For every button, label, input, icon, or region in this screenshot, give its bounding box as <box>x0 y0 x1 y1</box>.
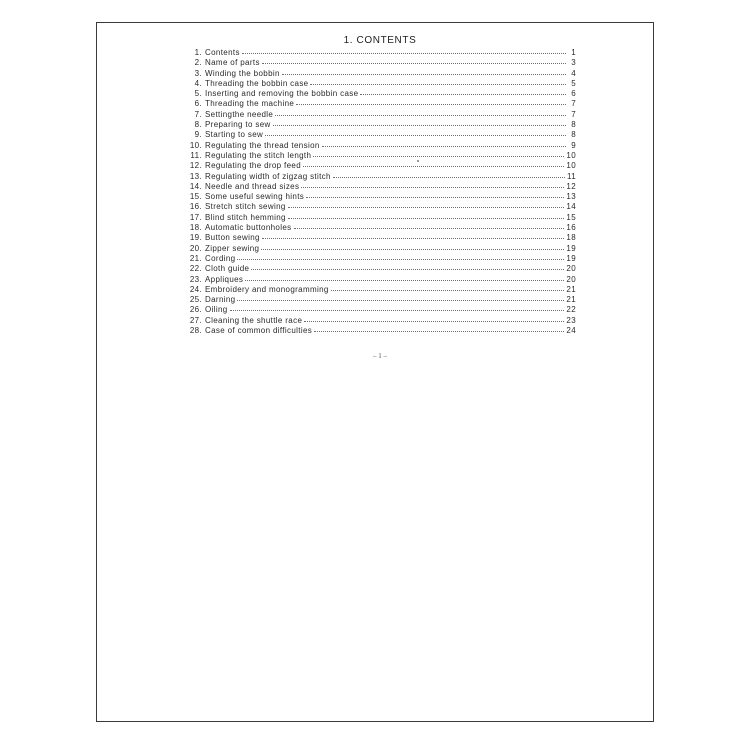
toc-entry-page: 7 <box>571 109 576 119</box>
toc-entry-label: Automatic buttonholes <box>205 223 292 233</box>
toc-entry-page: 18 <box>566 233 576 243</box>
toc-entry-page: 20 <box>566 274 576 284</box>
toc-entry-number: 8. <box>194 120 202 130</box>
toc-entry-label: Cloth guide <box>205 264 250 274</box>
toc-entry-label: Some useful sewing hints <box>205 192 305 202</box>
dot-leader <box>265 135 566 136</box>
dot-leader <box>245 280 564 281</box>
toc-entry-number: 28. <box>189 326 202 336</box>
dot-leader <box>294 228 565 229</box>
toc-entry-page: 8 <box>571 120 576 130</box>
toc-entry-page: 12 <box>566 181 576 191</box>
toc-entry-label: Blind stitch hemming <box>205 212 286 222</box>
dot-leader <box>242 53 566 54</box>
dot-leader <box>273 125 566 126</box>
toc-entry-page: 14 <box>566 202 576 212</box>
toc-entry-number: 26. <box>189 305 202 315</box>
scan-speck <box>417 160 419 162</box>
toc-entry-label: Starting to sew <box>205 130 264 140</box>
dot-leader <box>282 74 566 75</box>
toc-entry-label: Regulating the thread tension <box>205 140 320 150</box>
toc-entry-label: Threading the machine <box>205 99 295 109</box>
toc-entry-label: Threading the bobbin case <box>205 78 309 88</box>
toc-entry <box>183 151 576 161</box>
toc-entry <box>183 89 576 99</box>
toc-entry-label: Regulating the stitch length <box>205 150 312 160</box>
toc-entry-page: 6 <box>571 89 576 99</box>
toc-entry <box>183 254 576 264</box>
toc-entry-page: 24 <box>566 326 576 336</box>
toc-entry-page: 13 <box>566 192 576 202</box>
toc-entry <box>183 182 576 192</box>
dot-leader <box>360 94 566 95</box>
toc-entry-page: 19 <box>566 243 576 253</box>
toc-entry-page: 15 <box>566 212 576 222</box>
toc-entry-label: Needle and thread sizes <box>205 181 300 191</box>
toc-entry <box>183 223 576 233</box>
toc-entry-label: Embroidery and monogramming <box>205 284 329 294</box>
document-page <box>96 22 654 722</box>
toc-entry <box>183 326 576 336</box>
toc-entry-number: 2. <box>194 58 202 68</box>
toc-entry-number: 7. <box>194 109 202 119</box>
toc-entry <box>183 79 576 89</box>
toc-entry-page: 19 <box>566 253 576 263</box>
toc-entry-page: 8 <box>571 130 576 140</box>
toc-entry-number: 20. <box>189 243 202 253</box>
toc-entry-page: 10 <box>566 161 576 171</box>
toc-entry-label: Name of parts <box>205 58 260 68</box>
toc-entry-number: 17. <box>189 212 202 222</box>
dot-leader <box>304 321 564 322</box>
toc-entry-number: 5. <box>194 89 202 99</box>
dot-leader <box>313 156 564 157</box>
toc-entry <box>183 295 576 305</box>
toc-entry <box>183 99 576 109</box>
dot-leader <box>310 84 566 85</box>
toc-entry <box>183 141 576 151</box>
toc-entry-number: 23. <box>189 274 202 284</box>
toc-entry-number: 13. <box>189 171 202 181</box>
dot-leader <box>237 300 564 301</box>
toc-entry-label: Cleaning the shuttle race <box>205 315 303 325</box>
toc-entry-label: Button sewing <box>205 233 260 243</box>
dot-leader <box>333 177 565 178</box>
toc-entry-number: 9. <box>194 130 202 140</box>
toc-entry-number: 19. <box>189 233 202 243</box>
toc-entry <box>183 110 576 120</box>
toc-entry <box>183 316 576 326</box>
dot-leader <box>275 115 566 116</box>
table-of-contents <box>183 48 576 336</box>
dot-leader <box>261 249 564 250</box>
toc-entry-page: 16 <box>566 223 576 233</box>
toc-entry-page: 11 <box>566 171 576 181</box>
toc-entry-number: 21. <box>189 253 202 263</box>
toc-entry <box>183 58 576 68</box>
toc-entry <box>183 275 576 285</box>
toc-entry-label: Oiling <box>205 305 228 315</box>
toc-entry <box>183 130 576 140</box>
toc-entry <box>183 305 576 315</box>
toc-entry-page: 10 <box>566 150 576 160</box>
toc-entry-page: 5 <box>571 78 576 88</box>
contents-title: 1. CONTENTS <box>343 35 417 46</box>
toc-entry-number: 27. <box>189 315 202 325</box>
dot-leader <box>303 166 564 167</box>
toc-entry-label: Preparing to sew <box>205 120 271 130</box>
dot-leader <box>322 146 566 147</box>
toc-entry-label: Cording <box>205 253 236 263</box>
toc-entry-number: 3. <box>194 68 202 78</box>
toc-entry-label: Case of common difficulties <box>205 326 313 336</box>
toc-entry-label: Darning <box>205 295 236 305</box>
toc-entry-number: 16. <box>189 202 202 212</box>
toc-entry-label: Zipper sewing <box>205 243 260 253</box>
toc-entry <box>183 48 576 58</box>
dot-leader <box>230 310 565 311</box>
toc-entry <box>183 69 576 79</box>
toc-entry <box>183 264 576 274</box>
toc-entry-page: 21 <box>566 295 576 305</box>
dot-leader <box>262 63 566 64</box>
toc-entry <box>183 244 576 254</box>
toc-entry-label: Inserting and removing the bobbin case <box>205 89 359 99</box>
toc-entry-number: 11. <box>190 150 202 160</box>
toc-entry-page: 9 <box>571 140 576 150</box>
toc-entry-page: 22 <box>566 305 576 315</box>
toc-entry-label: Winding the bobbin <box>205 68 280 78</box>
toc-entry-label: Stretch stitch sewing <box>205 202 286 212</box>
toc-entry-number: 15. <box>189 192 202 202</box>
toc-entry-page: 23 <box>566 315 576 325</box>
toc-entry-label: Settingthe needle <box>205 109 274 119</box>
dot-leader <box>262 238 565 239</box>
toc-entry-label: Regulating width of zigzag stitch <box>205 171 331 181</box>
toc-entry-number: 14. <box>189 181 202 191</box>
toc-entry-number: 22. <box>189 264 202 274</box>
toc-entry-number: 25. <box>189 295 202 305</box>
toc-entry-label: Contents <box>205 48 240 57</box>
toc-entry-number: 10. <box>189 140 202 150</box>
toc-entry <box>183 213 576 223</box>
toc-entry-number: 24. <box>189 284 202 294</box>
toc-entry <box>183 233 576 243</box>
toc-entry <box>183 120 576 130</box>
dot-leader <box>314 331 564 332</box>
dot-leader <box>251 269 564 270</box>
toc-entry-page: 4 <box>571 68 576 78</box>
toc-entry-label: Appliques <box>205 274 244 284</box>
toc-entry-number: 1. <box>194 48 202 57</box>
toc-entry <box>183 192 576 202</box>
dot-leader <box>296 104 566 105</box>
toc-entry-number: 4. <box>194 78 202 88</box>
dot-leader <box>288 218 565 219</box>
toc-entry-page: 21 <box>566 284 576 294</box>
toc-entry-number: 6. <box>194 99 202 109</box>
dot-leader <box>301 187 564 188</box>
toc-entry-page: 20 <box>566 264 576 274</box>
toc-entry-page: 7 <box>571 99 576 109</box>
toc-entry <box>183 161 576 171</box>
dot-leader <box>237 259 564 260</box>
toc-entry <box>183 202 576 212</box>
dot-leader <box>288 207 565 208</box>
toc-entry-label: Regulating the drop feed <box>205 161 302 171</box>
toc-entry <box>183 172 576 182</box>
toc-entry-number: 12. <box>189 161 202 171</box>
page-number: – 1 – <box>373 352 387 360</box>
dot-leader <box>331 290 565 291</box>
toc-entry-page: 1 <box>571 48 576 57</box>
toc-entry-number: 18. <box>189 223 202 233</box>
toc-entry <box>183 285 576 295</box>
toc-entry-page: 3 <box>571 58 576 68</box>
dot-leader <box>306 197 564 198</box>
